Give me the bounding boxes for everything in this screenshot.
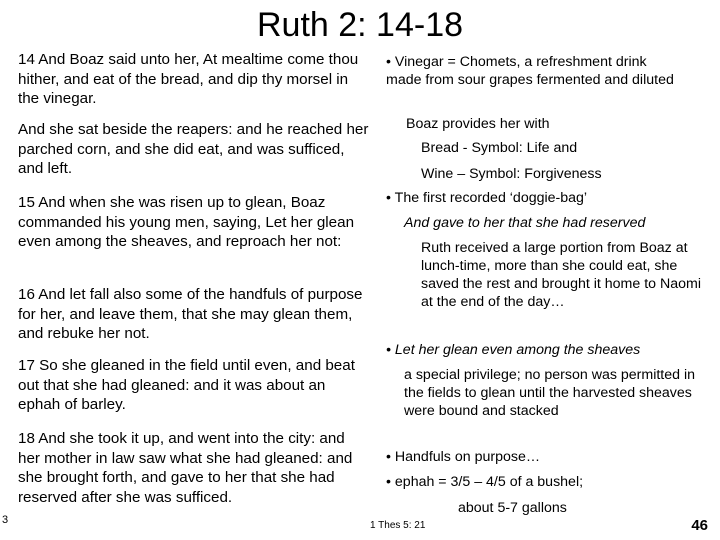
note-handfuls: • Handfuls on purpose… xyxy=(386,449,541,465)
note-glean-sheaves: • Let her glean even among the sheaves xyxy=(386,342,641,358)
note-ephah: • ephah = 3/5 – 4/5 of a bushel; xyxy=(386,474,584,490)
verse-14: 14 And Boaz said unto her, At mealtime come thou hither, and eat of the bread, and dip thy morsel in the vinegar. xyxy=(18,51,359,107)
verse-18: 18 And she took it up, and went into the city: and her mother in law saw what she had gleaned: and she brought forth, and gave to her that she had reserved after she was sufficed. xyxy=(18,430,353,506)
footer-left-text: 3 xyxy=(2,514,9,526)
note-vinegar: • Vinegar = Chomets, a refreshment drink made from sour grapes fermented and diluted xyxy=(386,54,674,88)
note-gallons: about 5-7 gallons xyxy=(458,500,567,516)
note-wine-symbol: Wine – Symbol: Forgiveness xyxy=(421,166,602,182)
slide-title: Ruth 2: 14-18 xyxy=(256,6,464,44)
note-bread-symbol: Bread - Symbol: Life and xyxy=(421,140,578,156)
note-ruth-portion: Ruth received a large portion from Boaz at lunch-time, more than she could eat, she saved the rest and brought it home to Naomi at the end of the day… xyxy=(421,240,701,310)
footer-reference: 1 Thes 5: 21 xyxy=(370,520,426,531)
note-boaz-provides: Boaz provides her with xyxy=(406,116,550,132)
note-special-privilege: a special privilege; no person was permitted in the fields to glean until the harvested sheaves were bound and stacked xyxy=(404,367,695,419)
note-gave-reserved: And gave to her that she had reserved xyxy=(404,215,646,231)
verse-15: 15 And when she was risen up to glean, Boaz commanded his young men, saying, Let her glean even among the sheaves, and reproach her not: xyxy=(18,194,355,250)
verse-17: 17 So she gleaned in the field until even, and beat out that she had gleaned: and it was about an ephah of barley. xyxy=(18,357,355,413)
note-doggie-bag: • The first recorded ‘doggie-bag’ xyxy=(386,190,588,206)
page-number: 46 xyxy=(691,517,708,534)
verse-16: 16 And let fall also some of the handfuls of purpose for her, and leave them, that she may glean them, and rebuke her not. xyxy=(18,286,363,342)
verse-14-continued: And she sat beside the reapers: and he reached her parched corn, and she did eat, and was sufficed, and left. xyxy=(18,121,369,177)
